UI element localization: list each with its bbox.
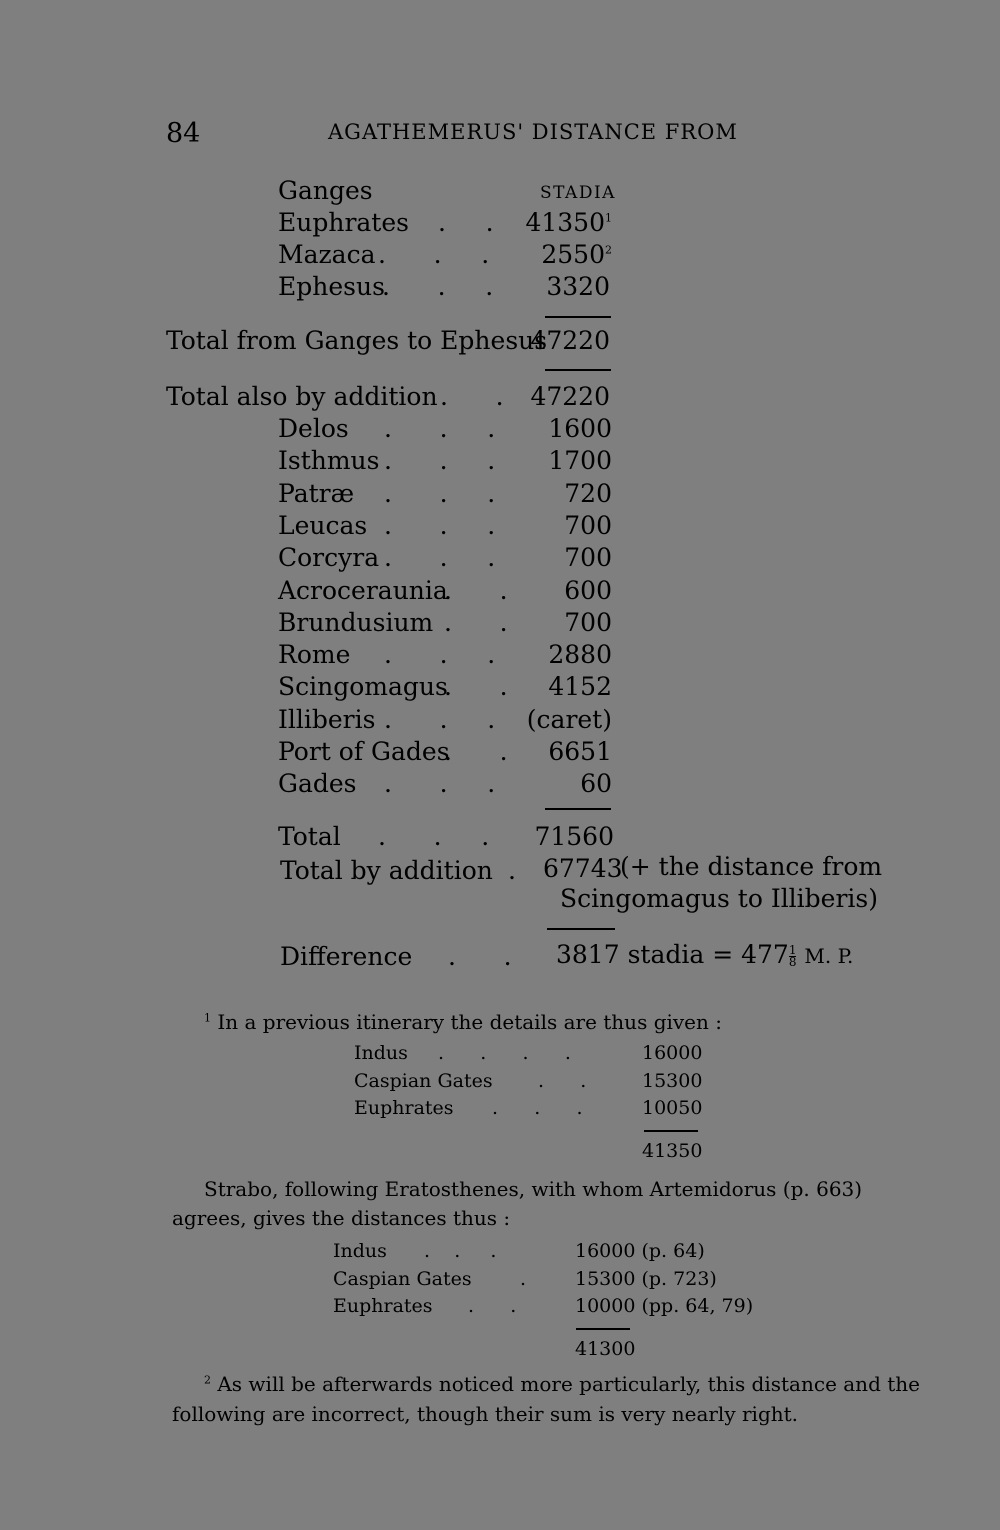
row-label: Gades	[278, 769, 357, 799]
addition-value: 47220	[530, 382, 610, 411]
sum-rule	[576, 1328, 630, 1330]
row-label: Illiberis	[278, 704, 376, 734]
leader-dots: . .	[444, 737, 508, 766]
leader-dots: . . .	[384, 704, 496, 734]
running-title: AGATHEMERUS' DISTANCE FROM	[328, 120, 738, 144]
footnote-intro: In a previous itinerary the details are thus given :	[217, 1010, 722, 1034]
row-value: 1700	[548, 446, 612, 476]
footnote-row-value: 10000 (pp. 64, 79)	[575, 1295, 754, 1317]
footnote-row-label: Indus	[333, 1240, 387, 1262]
total-addition-label: Total by addition	[280, 856, 493, 885]
footnote-sum: 41300	[575, 1338, 636, 1360]
row-label: Scingomagus	[278, 672, 448, 702]
row-value: 1600	[548, 414, 612, 443]
total-addition-note: (+ the distance from	[620, 852, 883, 881]
total-addition-note: Scingomagus to Illiberis)	[560, 884, 879, 913]
difference-label: Difference	[280, 942, 413, 971]
row-value	[500, 208, 612, 237]
leader-dots: . . .	[384, 414, 496, 443]
footnote-row-label: Caspian Gates	[354, 1069, 493, 1092]
row-label: Corcyra	[278, 543, 380, 573]
footnote-2	[204, 1372, 920, 1396]
row-label: Ganges	[278, 176, 373, 205]
footnote-marker: 1	[204, 1011, 211, 1025]
sum-rule	[545, 808, 611, 810]
row-label: Port of Gades	[278, 737, 450, 766]
leader-dots: . . .	[384, 510, 496, 540]
total-addition-value: 67743	[543, 854, 623, 883]
row-value: 4152	[548, 672, 612, 702]
leader-dots: . .	[444, 672, 508, 702]
addition-label: Total also by addition	[166, 382, 438, 411]
footnote-row-label: Euphrates	[333, 1295, 433, 1317]
row-value: 3320	[546, 272, 610, 301]
row-label: Acroceraunia	[278, 575, 448, 605]
leader-dots: . . .	[492, 1097, 583, 1119]
leader-dots: . . .	[384, 446, 496, 476]
fraction	[789, 945, 797, 968]
stadia-column-header: STADIA	[540, 183, 616, 203]
leader-dots: . . .	[384, 543, 496, 573]
row-value: 720	[564, 478, 612, 508]
leader-dots: . . .	[384, 640, 496, 670]
footnote-marker: 2	[204, 1373, 211, 1387]
difference-value	[556, 940, 853, 969]
leader-dots: . . .	[378, 822, 490, 851]
leader-dots: . . .	[424, 1240, 497, 1262]
row-label: Brundusium	[278, 607, 434, 637]
leader-dots: . .	[438, 208, 494, 237]
leader-dots: .	[520, 1267, 527, 1290]
row-label: Delos	[278, 414, 349, 443]
row-label: Patræ	[278, 478, 355, 508]
footnote-paragraph-line: Strabo, following Eratosthenes, with whom Artemidorus (p. 663)	[204, 1177, 863, 1201]
sum-rule	[545, 369, 611, 371]
leader-dots: . . . .	[438, 1042, 571, 1064]
leader-dots: . . .	[382, 272, 494, 301]
footnote-line: following are incorrect, though their sum is very nearly right.	[172, 1402, 799, 1426]
row-label: Leucas	[278, 510, 368, 540]
leader-dots: . .	[448, 942, 512, 971]
total-value: 71560	[534, 822, 614, 851]
row-label: Mazaca	[278, 240, 376, 269]
leader-dots: . .	[468, 1295, 517, 1317]
unit: M. P.	[804, 944, 854, 968]
row-value: 2880	[548, 640, 612, 670]
row-value: 700	[564, 510, 612, 540]
row-value: 600	[564, 575, 612, 605]
footnote-row-value: 16000	[642, 1042, 703, 1064]
footnote-row-label: Caspian Gates	[333, 1267, 472, 1290]
row-value: 6651	[548, 737, 612, 766]
row-label: Isthmus	[278, 446, 380, 476]
footnote-line: As will be afterwards noticed more particularly, this distance and the	[217, 1372, 920, 1396]
footnote-row-value: 10050	[642, 1097, 703, 1119]
total-value: 47220	[530, 326, 610, 355]
row-value	[500, 240, 612, 269]
row-label: Euphrates	[278, 208, 409, 237]
row-value-text: 41350	[525, 208, 605, 237]
leader-dots: . .	[444, 575, 508, 605]
footnote-row-label: Indus	[354, 1042, 408, 1064]
row-value: (caret)	[526, 704, 612, 734]
difference-text: 3817 stadia = 477	[556, 940, 789, 969]
footnote-row-value: 15300	[642, 1069, 703, 1092]
footnote-row-value: 16000 (p. 64)	[575, 1240, 705, 1262]
leader-dots: . . .	[378, 240, 490, 269]
leader-dots: . .	[444, 607, 508, 637]
fraction-denominator: 8	[788, 955, 797, 969]
row-value: 700	[564, 543, 612, 573]
footnote-paragraph-line: agrees, gives the distances thus :	[172, 1206, 511, 1230]
leader-dots: . .	[538, 1069, 587, 1092]
row-label: Ephesus	[278, 272, 385, 301]
footnote-row-label: Euphrates	[354, 1097, 454, 1119]
total-label: Total	[278, 822, 341, 851]
footnote-ref: 1	[605, 211, 612, 225]
leader-dots: . . .	[384, 478, 496, 508]
total-label: Total from Ganges to Ephesus	[166, 326, 548, 355]
footnote-row-value: 15300 (p. 723)	[575, 1267, 717, 1290]
leader-dots: .	[508, 856, 516, 885]
row-value: 60	[580, 769, 612, 799]
leader-dots: . . .	[384, 769, 496, 799]
footnote-ref: 2	[605, 243, 612, 257]
sum-rule	[547, 928, 615, 930]
footnote-1	[204, 1010, 722, 1034]
row-label: Rome	[278, 640, 351, 670]
page-number: 84	[166, 118, 201, 149]
leader-dots: . .	[440, 382, 504, 411]
sum-rule	[644, 1130, 698, 1132]
fraction-numerator: 1	[788, 943, 797, 957]
sum-rule	[545, 316, 611, 318]
row-value: 700	[564, 607, 612, 637]
footnote-sum: 41350	[642, 1140, 703, 1162]
row-value-text: 2550	[541, 240, 605, 269]
